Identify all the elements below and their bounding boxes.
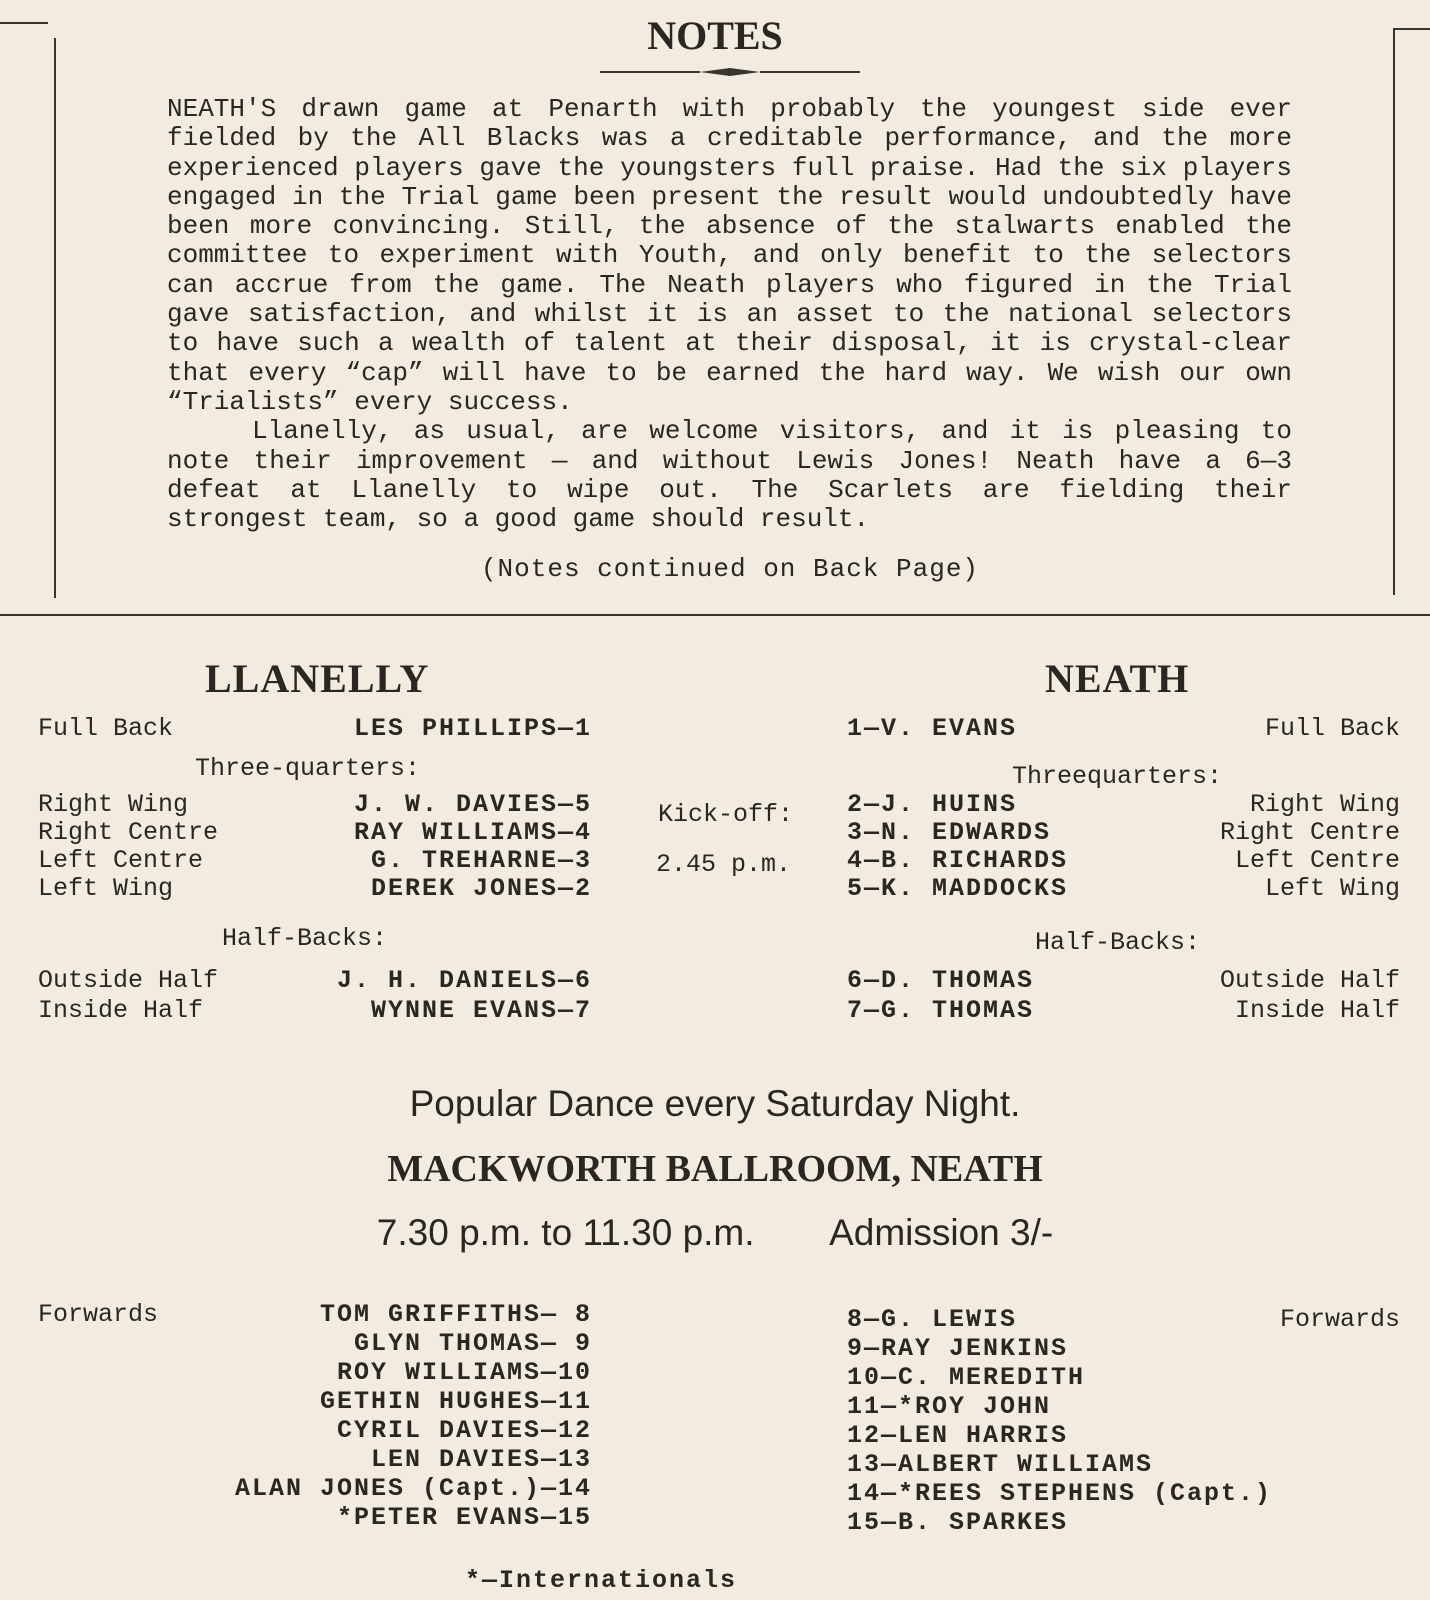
llanelly-position: Right Centre	[38, 818, 219, 847]
neath-player: 6—D. THOMAS	[847, 966, 1035, 995]
neath-forward: 9—RAY JENKINS	[847, 1334, 1069, 1363]
llanelly-forward: ALAN JONES (Capt.)—14	[234, 1474, 592, 1503]
llanelly-forwards-list	[235, 1300, 592, 1532]
llanelly-player: J. W. DAVIES—5	[353, 790, 592, 819]
neath-position: Left Wing	[1264, 874, 1400, 903]
llanelly-threequarters-heading: Three-quarters:	[195, 754, 421, 783]
neath-player: 1—V. EVANS	[847, 714, 1018, 743]
llanelly-forward: GLYN THOMAS— 9	[353, 1329, 592, 1358]
llanelly-player: G. TREHARNE—3	[370, 846, 592, 875]
neath-position: Right Centre	[1219, 818, 1400, 847]
kickoff-label: Kick-off:	[658, 800, 794, 829]
llanelly-position: Right Wing	[38, 790, 189, 819]
neath-forward: 8—G. LEWIS	[847, 1305, 1018, 1334]
llanelly-position: Left Centre	[38, 846, 204, 875]
left-border-line	[54, 38, 56, 598]
neath-forward: 11—*ROY JOHN	[847, 1392, 1052, 1421]
neath-position: Inside Half	[1234, 996, 1400, 1025]
neath-forward: 15—B. SPARKES	[847, 1508, 1069, 1537]
llanelly-forward: *PETER EVANS—15	[336, 1503, 592, 1532]
notes-paragraph: Llanelly, as usual, are welcome visitors, and it is pleasing to note their improvement — and without Lewis Jones! Neath have a 6—3 defeat at Llanelly to wipe out. The Scarlets are fielding their strongest team, so a good game should result.	[167, 416, 1292, 535]
dance-times	[0, 1212, 1430, 1254]
llanelly-position: Outside Half	[38, 966, 219, 995]
neath-player: 7—G. THOMAS	[847, 996, 1035, 1025]
neath-player: 5—K. MADDOCKS	[847, 874, 1069, 903]
neath-position: Full Back	[1264, 714, 1400, 743]
neath-forwards-label: Forwards	[1279, 1305, 1400, 1334]
neath-player: 4—B. RICHARDS	[847, 846, 1069, 875]
full-back-row	[0, 714, 1430, 742]
neath-threequarters-heading: Threequarters:	[1012, 762, 1223, 791]
right-border-line	[1393, 30, 1395, 595]
internationals-footnote: *—Internationals	[465, 1566, 738, 1595]
neath-forward: 10—C. MEREDITH	[847, 1363, 1086, 1392]
notes-continued: (Notes continued on Back Page)	[480, 554, 980, 584]
llanelly-forwards-label: Forwards	[38, 1300, 159, 1329]
neath-position: Left Centre	[1234, 846, 1400, 875]
neath-forward: 13—ALBERT WILLIAMS	[847, 1450, 1154, 1479]
llanelly-halfbacks-heading: Half-Backs:	[222, 924, 388, 953]
halfback-row	[0, 996, 1430, 1024]
notes-body	[167, 95, 1292, 534]
admission-price: Admission 3/-	[829, 1212, 1054, 1253]
llanelly-position: Full Back	[38, 714, 174, 743]
llanelly-forward: ROY WILLIAMS—10	[336, 1358, 592, 1387]
neath-player: 3—N. EDWARDS	[847, 818, 1052, 847]
llanelly-forward: CYRIL DAVIES—12	[336, 1416, 592, 1445]
neath-position: Outside Half	[1219, 966, 1400, 995]
llanelly-player: J. H. DANIELS—6	[336, 966, 592, 995]
ornament-divider	[600, 66, 860, 78]
llanelly-player: RAY WILLIAMS—4	[353, 818, 592, 847]
llanelly-forward: GETHIN HUGHES—11	[319, 1387, 592, 1416]
neath-forward: 14—*REES STEPHENS (Capt.)	[847, 1479, 1273, 1508]
kickoff-time: 2.45 p.m.	[656, 850, 792, 879]
team-title-llanelly: LLANELLY	[205, 656, 430, 701]
divider-rule	[0, 614, 1430, 616]
neath-forwards-list	[847, 1305, 1272, 1537]
ballroom-name: MACKWORTH BALLROOM, NEATH	[387, 1148, 1043, 1190]
neath-forward: 12—LEN HARRIS	[847, 1421, 1069, 1450]
notes-paragraph: NEATH'S drawn game at Penarth with probably the youngest side ever fielded by the All Blacks was a creditable performance, and the more experienced players gave the youngsters full praise. Had the six players engaged in the Trial game been present the result would undoubtedly have been more convincing. Still, the absence of the stalwarts enabled the committee to experiment with Youth, and only benefit to the selectors can accrue from the game. The Neath players who figured in the Trial gave satisfaction, and whilst it is an asset to the national selectors to have such a wealth of talent at their disposal, it is crystal-clear that every “cap” will have to be earned the hard way. We wish our own “Trialists” every success.	[167, 94, 1292, 417]
neath-player: 2—J. HUINS	[847, 790, 1018, 819]
llanelly-player: WYNNE EVANS—7	[370, 996, 592, 1025]
llanelly-position: Inside Half	[38, 996, 204, 1025]
llanelly-player: LES PHILLIPS—1	[353, 714, 592, 743]
llanelly-player: DEREK JONES—2	[370, 874, 592, 903]
halfback-row	[0, 966, 1430, 994]
llanelly-forward: LEN DAVIES—13	[370, 1445, 592, 1474]
llanelly-forward: TOM GRIFFITHS— 8	[319, 1300, 592, 1329]
team-title-neath: NEATH	[1045, 656, 1190, 701]
neath-position: Right Wing	[1249, 790, 1400, 819]
notes-title: NOTES	[647, 13, 783, 58]
dance-advert-line: Popular Dance every Saturday Night.	[409, 1083, 1021, 1124]
neath-halfbacks-heading: Half-Backs:	[1035, 928, 1201, 957]
llanelly-position: Left Wing	[38, 874, 174, 903]
dance-time: 7.30 p.m. to 11.30 p.m.	[376, 1212, 755, 1253]
